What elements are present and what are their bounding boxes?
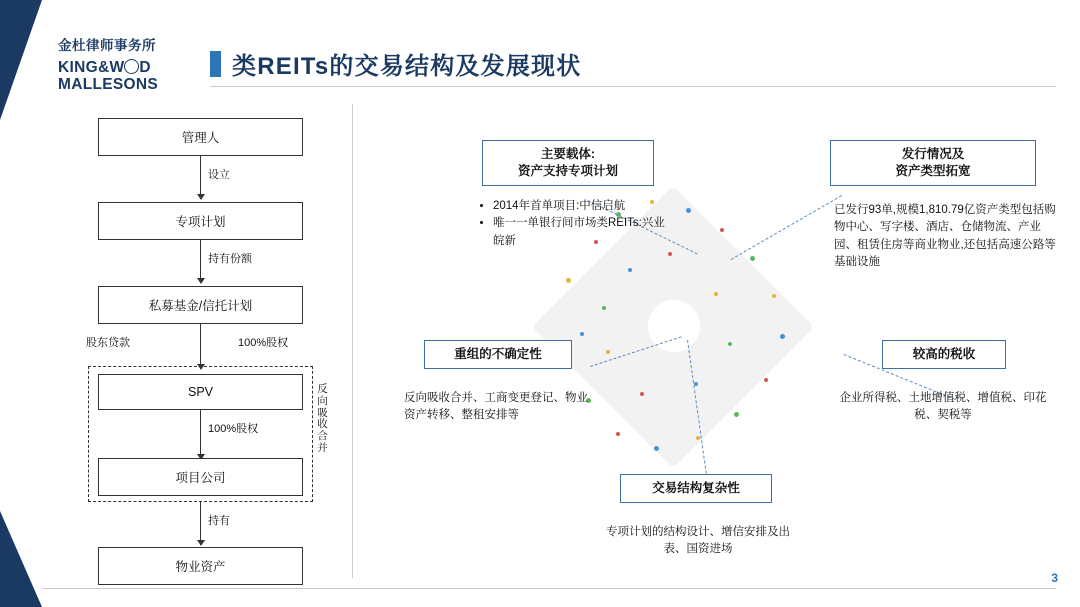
transaction-structure-flowchart — [80, 110, 330, 580]
callout-structure-complexity — [620, 474, 772, 503]
confetti-dot — [686, 208, 691, 213]
confetti-dot — [720, 228, 724, 232]
page-number: 3 — [1051, 571, 1058, 585]
reverse-merger-label: 反向吸收合并 — [317, 383, 328, 454]
callout-restructuring-uncertainty-body: 反向吸收合并、工商变更登记、物业资产转移、整租安排等 — [404, 392, 588, 422]
confetti-dot — [694, 382, 698, 386]
confetti-dot — [728, 342, 732, 346]
callout-main-vehicle — [482, 140, 654, 186]
callout-issuance-status-body: 已发行93单,规模1,810.79亿资产类型包括购物中心、写字楼、酒店、仓储物流、产业园、租赁住房等商业物业,还包括高速公路等基础设施 — [834, 204, 1056, 268]
flow-arrow-head-5 — [197, 540, 205, 546]
flow-node-label: 私募基金/信托计划 — [148, 299, 253, 313]
logo-english-line2: MALLESONS — [58, 76, 159, 94]
flow-node-label: 物业资产 — [175, 560, 226, 574]
title-accent-mark — [210, 51, 221, 77]
company-logo — [58, 38, 183, 94]
flow-node-label: 专项计划 — [175, 215, 226, 229]
flow-arrow-label-equity-100-b: 100%股权 — [208, 423, 259, 435]
callout-high-taxes-body: 企业所得税、土地增值税、增值税、印花税、契税等 — [839, 392, 1047, 422]
callout-bullet: • 唯一一单银行间市场类REITs:兴业皖新 — [493, 215, 674, 250]
flow-node-fund-trust — [98, 286, 303, 324]
flow-node-label: 管理人 — [181, 131, 220, 145]
corner-decoration-top-left — [0, 0, 42, 120]
confetti-dot — [750, 256, 755, 261]
confetti-dot — [654, 446, 659, 451]
logo-english-line1: KING&W D — [58, 58, 151, 76]
confetti-dot — [580, 332, 584, 336]
callout-issuance-status — [830, 140, 1036, 186]
callout-restructuring-uncertainty — [424, 340, 572, 369]
callout-main-vehicle-body — [478, 198, 674, 250]
flow-node-spv — [98, 374, 303, 410]
flow-arrow-head-1 — [197, 194, 205, 200]
confetti-dot — [616, 432, 620, 436]
flow-arrow-label-hold: 持有 — [208, 515, 230, 527]
page-title — [210, 46, 581, 81]
flow-arrow-5 — [200, 502, 201, 540]
confetti-dot — [734, 412, 739, 417]
flow-arrow-label-1: 设立 — [208, 169, 230, 181]
corner-decoration-bottom-left — [0, 511, 42, 607]
flow-arrow-4 — [200, 410, 201, 454]
confetti-dot — [780, 334, 785, 339]
globe-icon — [124, 59, 139, 74]
flow-arrow-label-equity-100-a: 100%股权 — [238, 337, 289, 349]
flow-arrow-3 — [200, 324, 201, 364]
confetti-dot — [602, 306, 606, 310]
callout-bullet: • 2014年首单项目:中信启航 — [493, 198, 674, 215]
callout-title-line2: 资产类型拓宽 — [895, 163, 971, 178]
confetti-dot — [628, 268, 632, 272]
callout-title-line1: 重组的不确定性 — [454, 347, 542, 361]
logo-chinese-name: 金杜律师事务所 — [58, 38, 156, 53]
flow-node-special-plan — [98, 202, 303, 240]
flow-node-label: 项目公司 — [175, 471, 226, 485]
reits-overview-diagram — [352, 104, 1080, 578]
confetti-dot — [606, 350, 610, 354]
callout-title-line1: 较高的税收 — [912, 347, 976, 361]
flow-node-manager — [98, 118, 303, 156]
callout-high-taxes — [882, 340, 1006, 369]
flow-node-property-assets — [98, 547, 303, 585]
confetti-dot — [764, 378, 768, 382]
flow-arrow-1 — [200, 156, 201, 194]
confetti-dot — [714, 292, 718, 296]
callout-title-line1: 主要载体: — [540, 147, 596, 161]
confetti-dot — [696, 436, 700, 440]
callout-structure-complexity-body: 专项计划的结构设计、增信安排及出表、国资进场 — [606, 526, 790, 556]
flow-arrow-label-shareholder-loan: 股东贷款 — [86, 337, 130, 349]
flow-node-label: SPV — [187, 385, 213, 399]
confetti-dot — [566, 278, 571, 283]
callout-title-line2: 资产支持专项计划 — [517, 163, 618, 178]
callout-title-line1: 发行情况及 — [901, 147, 965, 161]
footer-divider — [42, 588, 1056, 589]
confetti-dot — [772, 294, 776, 298]
callout-title-line1: 交易结构复杂性 — [652, 481, 740, 495]
flow-arrow-2 — [200, 240, 201, 278]
confetti-dot — [640, 392, 644, 396]
flow-node-project-company — [98, 458, 303, 496]
title-divider — [210, 86, 1056, 87]
flow-arrow-head-2 — [197, 278, 205, 284]
confetti-dot — [668, 252, 672, 256]
flow-arrow-label-2: 持有份额 — [208, 253, 252, 265]
title-text: 类REITs的交易结构及发展现状 — [232, 53, 582, 80]
